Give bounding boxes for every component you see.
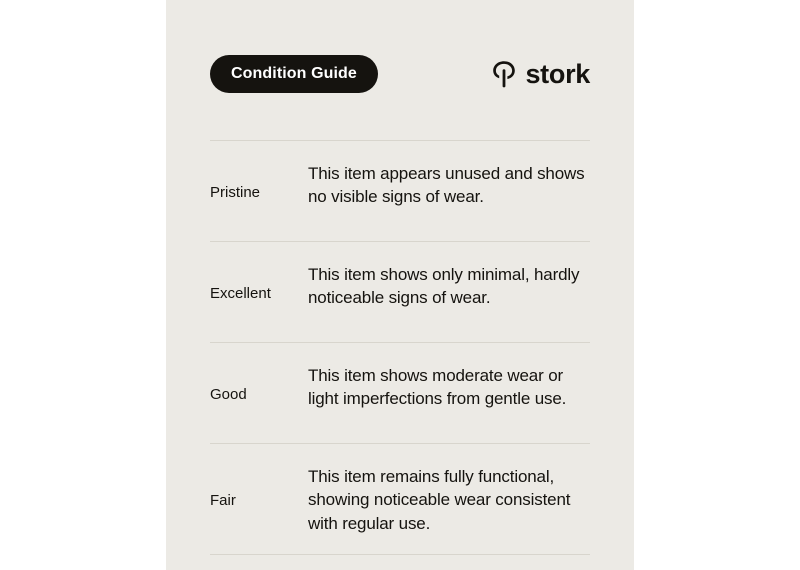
table-row (210, 443, 590, 555)
condition-guide-badge (210, 55, 378, 93)
condition-label: Excellent (210, 285, 271, 303)
table-row (210, 241, 590, 342)
condition-label: Good (210, 386, 247, 404)
condition-description: This item appears unused and shows no visible signs of wear. (308, 164, 585, 207)
condition-description: This item shows moderate wear or light imperfections from gentle use. (308, 366, 567, 409)
brand-name: stork (525, 58, 590, 89)
table-row (210, 342, 590, 443)
condition-table (210, 140, 590, 555)
condition-description: This item remains fully functional, showing noticeable wear consistent with regular use. (308, 467, 571, 533)
condition-label: Fair (210, 492, 236, 510)
stork-logo-icon (491, 59, 517, 89)
condition-guide-badge-label: Condition Guide (231, 65, 357, 82)
condition-description: This item shows only minimal, hardly noticeable signs of wear. (308, 265, 580, 308)
condition-label: Pristine (210, 184, 261, 202)
card-content (210, 52, 590, 555)
condition-guide-card (166, 0, 634, 570)
card-header (210, 52, 590, 96)
table-row (210, 140, 590, 241)
brand-lockup (491, 59, 590, 89)
